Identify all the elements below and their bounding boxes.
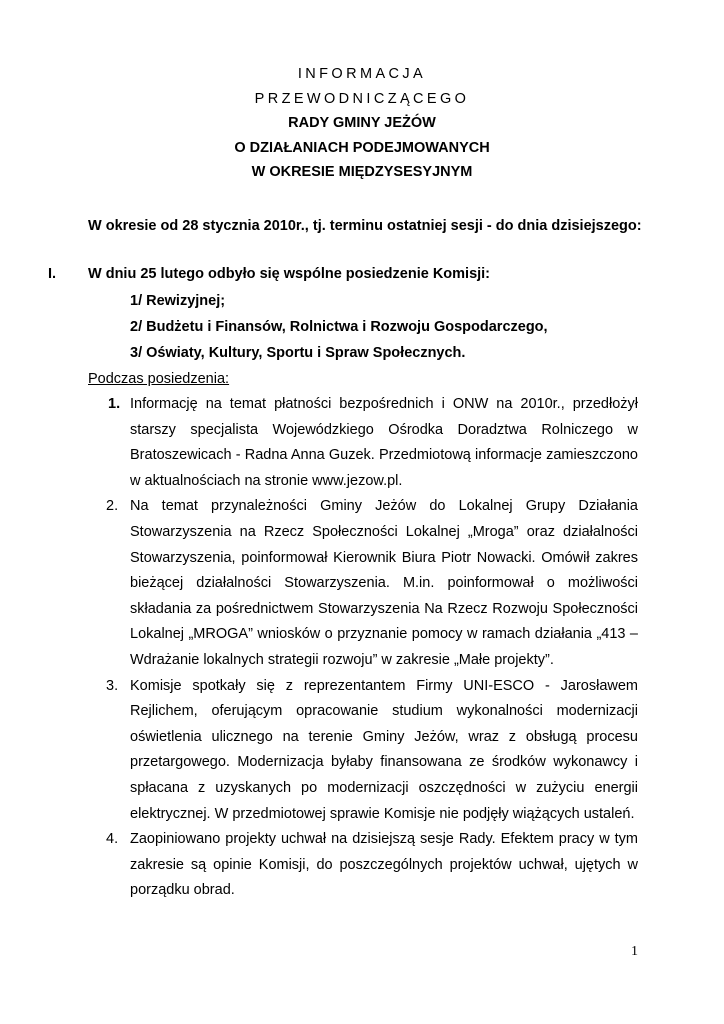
committee-item: 1/ Rewizyjnej; [130, 293, 226, 309]
intro-paragraph: W okresie od 28 stycznia 2010r., tj. terminu ostatniej sesji - do dnia dzisiejszego: [88, 218, 642, 234]
committee-item: 2/ Budżetu i Finansów, Rolnictwa i Rozwoju Gospodarczego, [130, 319, 548, 335]
title-line-2: PRZEWODNICZĄCEGO [254, 90, 470, 107]
item-text: Informację na temat płatności bezpośrednich i ONW na 2010r., przedłożył starszy specjalista Wojewódzkiego Ośrodka Doradztwa Rolniczego w Bratoszewicach - Radna Anna Guzek. Przedmiotową informacje zamieszczono w aktualnościach na stronie www.jezow.pl. [130, 396, 638, 489]
items-list [0, 392, 724, 904]
title-line-3: RADY GMINY JEŻÓW [288, 115, 436, 131]
document-title [0, 62, 724, 185]
list-item [0, 392, 724, 494]
item-number: 3. [106, 677, 119, 694]
item-text: Zaopiniowano projekty uchwał na dzisiejszą sesje Rady. Efektem pracy w tym zakresie są opinie Komisji, do poszczególnych projektów uchwał, ujętych w porządku obrad. [130, 831, 638, 899]
item-text: Na temat przynależności Gminy Jeżów do Lokalnej Grupy Działania Stowarzyszenia na Rzecz Społeczności Lokalnej „Mroga” oraz działalności Stowarzyszenia, poinformował Kierownik Biura Piotr Nowacki. Omówił zakres bieżącej działalności Stowarzyszenia. M.in. poinformował o możliwości składania za pośrednictwem Stowarzyszenia Na Rzecz Rozwoju Społeczności Lokalnej „MROGA” wniosków o przyznanie pomocy w ramach działania „413 – Wdrażanie lokalnych strategii rozwoju” w zakresie „Małe projekty”. [130, 498, 638, 668]
subheading: Podczas posiedzenia: [88, 371, 230, 387]
item-number: 4. [106, 831, 119, 848]
item-number: 1. [108, 396, 121, 412]
list-item [0, 674, 724, 828]
committee-item: 3/ Oświaty, Kultury, Sportu i Spraw Społecznych. [130, 345, 466, 361]
title-line-1: INFORMACJA [297, 66, 427, 82]
page-number: 1 [631, 944, 638, 959]
section-title: W dniu 25 lutego odbyło się wspólne posiedzenie Komisji: [88, 266, 491, 282]
item-text: Komisje spotkały się z reprezentantem Firmy UNI-ESCO - Jarosławem Rejlichem, oferującym opracowanie studium wykonalności modernizacji oświetlenia ulicznego na terenie Gminy Jeżów, wraz z obsługą procesu przetargowego. Modernizacja byłaby finansowana ze środków wykonawcy i spłacana z uzyskanych po modernizacji oszczędności w zużyciu energii elektrycznej. W przedmiotowej sprawie Komisje nie podjęły wiążących ustaleń. [130, 677, 638, 822]
title-line-5: W OKRESIE MIĘDZYSESYJNYM [251, 164, 473, 180]
section-number: I. [48, 266, 57, 282]
title-line-4: O DZIAŁANIACH PODEJMOWANYCH [234, 139, 490, 156]
item-number: 2. [106, 498, 119, 515]
list-item [0, 494, 724, 673]
list-item [0, 827, 724, 904]
